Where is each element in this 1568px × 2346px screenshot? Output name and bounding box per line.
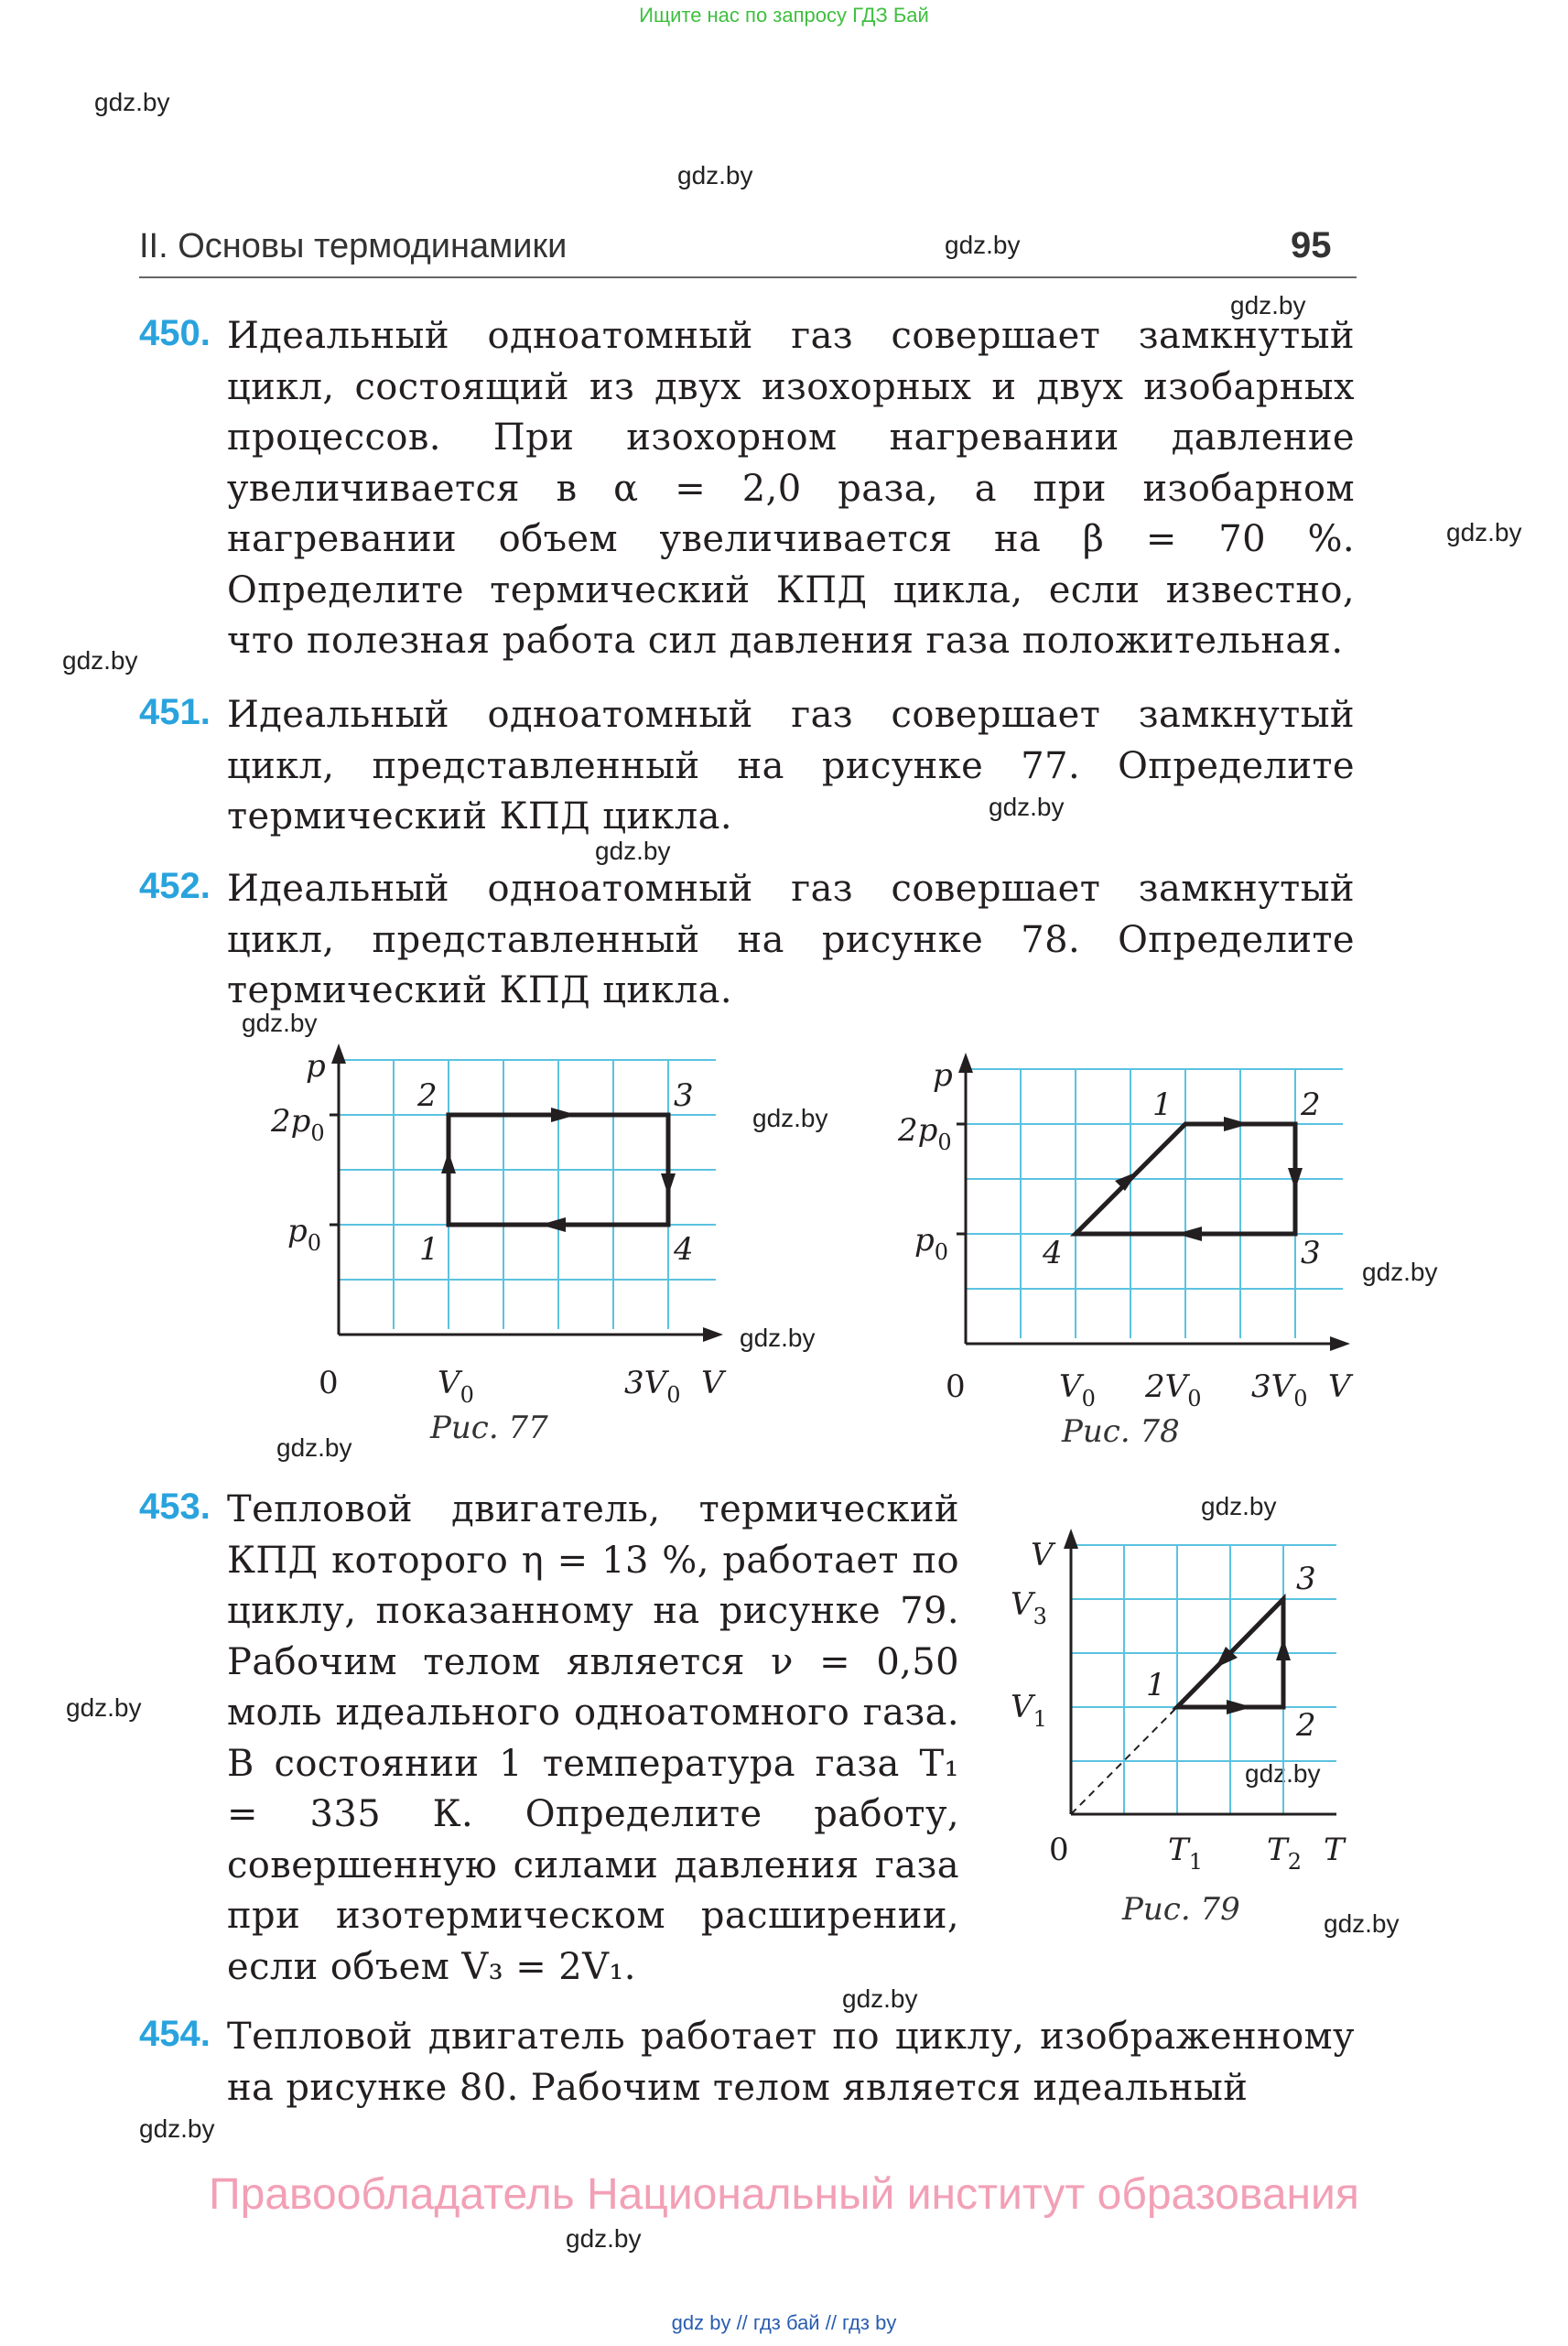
tick-label: $3V_0$ — [624, 1365, 681, 1408]
origin-label: 0 — [946, 1368, 966, 1405]
axis-label-y: p — [933, 1057, 953, 1094]
direction-arrow — [551, 1108, 577, 1122]
point-label: 2 — [1301, 1087, 1321, 1123]
direction-arrow — [661, 1173, 676, 1195]
problem-number: 451. — [139, 692, 211, 732]
point-label: 2 — [1296, 1707, 1316, 1744]
origin-label: 0 — [319, 1365, 339, 1401]
tick-label: $p_0$ — [287, 1213, 322, 1256]
watermark: gdz.by — [677, 161, 753, 189]
tick-label: $T_1$ — [1168, 1832, 1203, 1875]
direction-arrow — [1224, 1117, 1249, 1131]
axis-arrow — [703, 1327, 723, 1342]
watermark: gdz.by — [1446, 518, 1522, 546]
copyright-notice: Правообладатель Национальный институт образования — [209, 2170, 1359, 2219]
axes — [957, 1064, 1337, 1344]
problem-number: 454. — [139, 2014, 211, 2054]
point-label: 4 — [1043, 1235, 1063, 1271]
watermark: gdz.by — [989, 793, 1065, 821]
tick-label: $2V_0$ — [1145, 1368, 1202, 1411]
origin-label: 0 — [1049, 1832, 1069, 1868]
point-label: 1 — [419, 1231, 439, 1268]
axis-label-x: V — [701, 1365, 724, 1401]
figure-caption: Рис. 78 — [1062, 1413, 1180, 1450]
page-number: 95 — [1291, 225, 1332, 265]
watermark: gdz.by — [1230, 291, 1306, 319]
top-banner[interactable]: Ищите нас по запросу ГДЗ Бай — [639, 4, 929, 27]
tick-label: $3V_0$ — [1251, 1368, 1308, 1411]
watermark: gdz.by — [1324, 1909, 1400, 1938]
problem-number: 453. — [139, 1487, 211, 1527]
tick-label: $V_3$ — [1011, 1586, 1047, 1629]
tick-label: $V_1$ — [1011, 1689, 1047, 1732]
tick-label: $p_0$ — [914, 1222, 949, 1265]
watermark: gdz.by — [1362, 1258, 1438, 1286]
watermark: gdz.by — [566, 2224, 642, 2253]
tick-label: $V_0$ — [438, 1365, 474, 1408]
axis-arrow — [1064, 1529, 1078, 1549]
chapter-title: II. Основы термодинамики — [139, 227, 568, 265]
axis-arrow — [331, 1043, 346, 1064]
watermark: gdz.by — [945, 231, 1021, 259]
axis-label-x: V — [1328, 1368, 1351, 1405]
axis-arrow — [958, 1053, 973, 1073]
problem-text: Идеальный одноатомный газ совершает замкнутый цикл, представленный на рисунке 77. Определите термический КПД цикла. — [227, 694, 1355, 838]
point-label: 3 — [674, 1077, 694, 1114]
watermark: gdz.by — [842, 1984, 918, 2013]
problem-text: Тепловой двигатель работает по циклу, изображенному на рисунке 80. Рабочим телом является идеальный — [227, 2016, 1355, 2109]
watermark: gdz.by — [242, 1009, 318, 1037]
watermark: gdz.by — [752, 1104, 828, 1132]
grid — [339, 1060, 716, 1329]
direction-arrow — [1176, 1227, 1202, 1241]
watermark: gdz.by — [139, 2114, 215, 2143]
point-label: 2 — [417, 1077, 438, 1114]
figure-78 — [892, 1053, 1368, 1437]
point-label: 1 — [1146, 1667, 1166, 1703]
point-label: 1 — [1152, 1087, 1173, 1123]
watermark: gdz.by — [740, 1324, 816, 1352]
problem-text: Тепловой двигатель, термический КПД которого η = 13 %, работает по циклу, показанному на рисунке 79. Рабочим телом является ν = 0,50 моль идеального одноатомного газа. В состоянии 1 температура газа T₁ = 335 К. Определите работу, совершенную силами давления газа при изотермическом расширении, если объем V₃ = 2V₁. — [227, 1488, 959, 1988]
direction-arrow — [441, 1151, 456, 1173]
watermark: gdz.by — [66, 1693, 142, 1722]
figure-caption: Рис. 77 — [430, 1410, 548, 1446]
point-label: 3 — [1296, 1561, 1316, 1597]
figure-caption: Рис. 79 — [1122, 1891, 1240, 1928]
figure-79 — [1007, 1529, 1364, 1876]
watermark: gdz.by — [276, 1433, 352, 1462]
watermark: gdz.by — [62, 646, 138, 675]
watermark: gdz.by — [94, 88, 170, 116]
axis-arrow — [1330, 1336, 1350, 1351]
tick-label: $V_0$ — [1059, 1368, 1096, 1411]
axis-label-y: V — [1031, 1537, 1054, 1573]
point-label: 4 — [674, 1231, 694, 1268]
axis-label-x: T — [1324, 1832, 1345, 1868]
watermark: gdz.by — [1245, 1759, 1321, 1788]
direction-arrow — [1227, 1700, 1252, 1714]
tick-label: $T_2$ — [1267, 1832, 1302, 1875]
problem-number: 452. — [139, 866, 211, 906]
header-rule — [139, 276, 1357, 278]
problem-text: Идеальный одноатомный газ совершает замкнутый цикл, представленный на рисунке 78. Определите термический КПД цикла. — [227, 868, 1355, 1011]
tick-label: $2p_0$ — [271, 1103, 325, 1146]
problem-number: 450. — [139, 313, 211, 353]
watermark: gdz.by — [1201, 1492, 1277, 1520]
point-label: 3 — [1301, 1235, 1321, 1271]
watermark: gdz.by — [595, 837, 671, 865]
direction-arrow — [540, 1217, 566, 1232]
direction-arrow — [1276, 1638, 1291, 1660]
axis-label-y: p — [306, 1048, 326, 1085]
problem-text: Идеальный одноатомный газ совершает замкнутый цикл, состоящий из двух изохорных и двух изобарных процессов. При изохорном нагревании давление увеличивается в α = 2,0 раза, а при изобарном нагревании объем увеличивается на β = 70 %. Определите термический КПД цикла, если известно, что полезная работа сил давления газа положительная. — [227, 315, 1355, 662]
axes — [330, 1054, 710, 1335]
tick-label: $2p_0$ — [898, 1112, 952, 1155]
figure-77 — [265, 1043, 741, 1428]
footer-links[interactable]: gdz by // гдз бай // гдз by — [671, 2311, 897, 2334]
